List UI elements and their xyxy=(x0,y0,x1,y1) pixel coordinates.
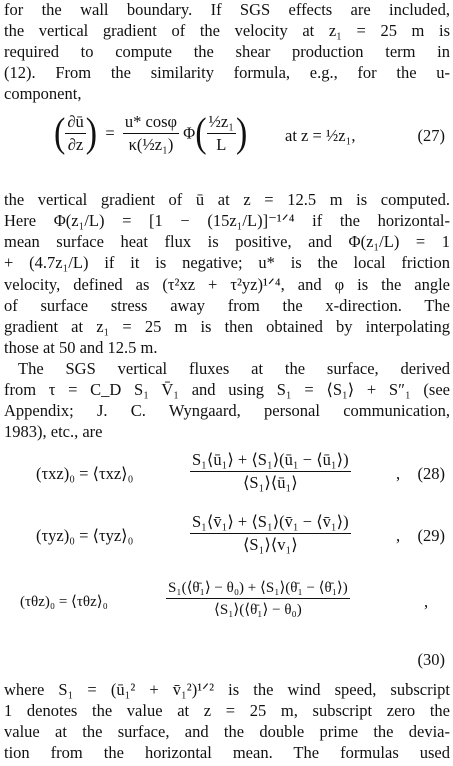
eq30-lhs: (τθz)₀ = ⟨τθz⟩₀ xyxy=(20,594,108,610)
text-line: 1983), etc., are xyxy=(4,422,103,441)
text-line: the vertical gradient of the velocity at z₁ = 25 m is xyxy=(4,21,450,40)
eq30-den: ⟨S₁⟩(⟨θ̄₁⟩ − θ₀) xyxy=(166,598,350,619)
eq29-tail: , xyxy=(396,526,401,545)
text-line: mean surface heat flux is positive, and Φ(z₁/L) = 1 xyxy=(4,232,450,251)
text-line: tion from the horizontal mean. The formulas used xyxy=(4,743,450,762)
text-line: velocity, defined as (τ²xz + τ²yz)¹ᐟ⁴, and φ is the angle xyxy=(4,275,450,294)
text-line: from τ = C_D S₁ V̄₁ and using S₁ = ⟨S₁⟩ + S″₁ (see xyxy=(4,380,450,399)
text-line: gradient at z₁ = 25 m is then obtained by interpolating xyxy=(4,317,450,336)
eq27-condition: at z = ½z₁, xyxy=(285,126,356,145)
equation-28 xyxy=(0,450,453,498)
text-line: (12). From the similarity formula, e.g., for the u- xyxy=(4,63,450,82)
text-line: + (4.7z₁/L) if it is negative; u* is the local friction xyxy=(4,253,450,272)
eq29-den: ⟨S₁⟩⟨v₁⟩ xyxy=(190,533,351,555)
eq29-lhs: (τyz)₀ = ⟨τyz⟩₀ xyxy=(36,526,134,545)
eq27-rhs-den: κ(½z₁) xyxy=(123,133,179,155)
text-line: required to compute the shear production term in xyxy=(4,42,450,61)
equation-30 xyxy=(0,578,453,626)
text-line: those at 50 and 12.5 m. xyxy=(4,338,158,357)
text-line: The SGS vertical fluxes at the surface, derived xyxy=(18,359,450,378)
eq27-arg-num: ½z₁ xyxy=(208,112,234,131)
eq28-tail: , xyxy=(396,464,401,483)
eq30-tail: , xyxy=(424,592,429,611)
eq30-num: S₁(⟨θ̄₁⟩ − θ₀) + ⟨S₁⟩(θ̄₁ − ⟨θ̄₁⟩) xyxy=(168,580,348,596)
text-line: value at the surface, and the double prime the devia- xyxy=(4,722,450,741)
eq28-den: ⟨S₁⟩⟨ū₁⟩ xyxy=(190,471,351,493)
eq29-number: (29) xyxy=(417,526,445,545)
text-line: of surface stress away from the x-direction. The xyxy=(4,296,450,315)
eq28-num: S₁⟨ū₁⟩ + ⟨S₁⟩(ū₁ − ⟨ū₁⟩) xyxy=(192,450,349,469)
eq29-num: S₁⟨v̄₁⟩ + ⟨S₁⟩(v̄₁ − ⟨v̄₁⟩) xyxy=(192,512,349,531)
text-line: where S₁ = (ū₁² + v̄₁²)¹ᐟ² is the wind speed, subscript xyxy=(4,680,450,699)
equation-27: ( $\frac{\partial ū}{\partial z}$ ) = $\frac{u* \cos\varphi}{\text{κ(½z₁)}}$ Φ( $\frac{\text{½z₁}}{L}$ ) at z = ½z₁, (27) xyxy=(54,110,445,156)
text-line: component, xyxy=(4,84,82,103)
eq27-number: (27) xyxy=(417,126,445,145)
text-line: 1 denotes the value at z = 25 m, subscript zero the xyxy=(4,701,450,720)
eq27-rhs-num: u* cosφ xyxy=(124,112,178,131)
equation-29 xyxy=(0,512,453,560)
text-line: the vertical gradient of ū at z = 12.5 m is computed. xyxy=(4,190,450,209)
text-line: Here Φ(z₁/L) = [1 − (15z₁/L)]⁻¹ᐟ⁴ if the horizontal- xyxy=(4,211,450,230)
eq30-number: (30) xyxy=(417,650,445,669)
eq27-lhs-den: ∂z xyxy=(65,133,85,155)
eq27-arg-den: L xyxy=(207,133,236,155)
eq27-phi: Φ xyxy=(183,123,196,143)
text-line: Appendix; J. C. Wyngaard, personal communication, xyxy=(4,401,450,420)
eq28-number: (28) xyxy=(417,464,445,483)
text-line: for the wall boundary. If SGS effects are included, xyxy=(4,0,450,19)
eq28-lhs: (τxz)₀ = ⟨τxz⟩₀ xyxy=(36,464,134,483)
eq27-lhs-num: ∂ū xyxy=(67,112,84,131)
